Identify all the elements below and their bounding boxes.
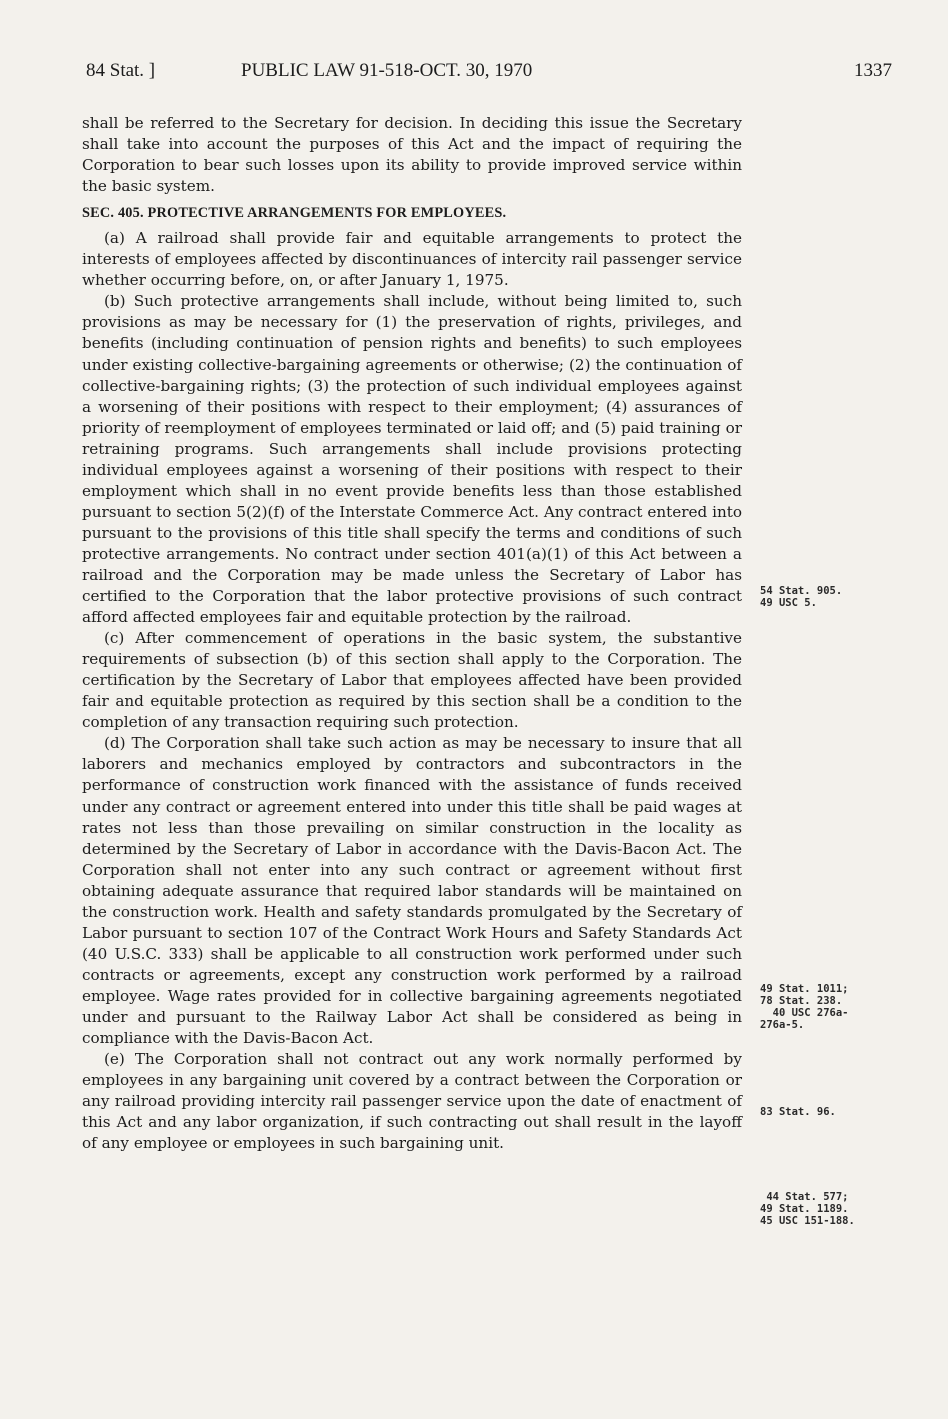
public-law-title: PUBLIC LAW 91-518-OCT. 30, 1970 [241,60,533,81]
subsection-e: (e) The Corporation shall not contract out any work normally performed by employees in any bargaining unit covered by a contract between the Corporation or any railroad providing intercity rail passenger service upon the date of enactment of this Act and any labor organization, if such contracting out shall result in the layoff of any employee or employees in such bargaining unit. [82,1050,742,1153]
margin-note-railway-labor: 44 Stat. 577; 49 Stat. 1189. 45 USC 151-188. [760,1191,855,1227]
subsection-b: (b) Such protective arrangements shall include, without being limited to, such provisions as may be necessary for (1) the preservation of rights, privileges, and benefits (including continuation of pension rights and benefits) to such employees under existing collective-bargaining agreements or otherwise; (2) the continuation of collective-bargaining rights; (3) the protection of such individual employees against a worsening of their positions with respect to their employment; (4) assurances of priority of reemployment of employees terminated or laid off; and (5) paid training or retraining programs. Such arrangements shall include provisions protecting individual employees against a worsening of their positions with respect to their employment which shall in no event provide benefits less than those established pursuant to section 5(2)(f) of the Interstate Commerce Act. Any contract entered into pursuant to the provisions of this title shall specify the terms and conditions of such protective arrangements. No contract under section 401(a)(1) of this Act between a railroad and the Corporation may be made unless the Secretary of Labor has certified to the Corporation that the labor protective provisions of such contract afford affected employees fair and equitable protection by the railroad. [82,292,742,627]
statute-body [82,113,742,1154]
page-number: 1337 [854,60,892,81]
subsection-a: (a) A railroad shall provide fair and equitable arrangements to protect the interests of employees affected by discontinuances of intercity rail passenger service whether occurring before, on, or after January 1, 1975. [82,229,742,290]
margin-note-safety-standards: 83 Stat. 96. [760,1106,836,1118]
stat-reference: 84 Stat. ] [86,60,156,81]
section-heading: SEC. 405. PROTECTIVE ARRANGEMENTS FOR EMPLOYEES. [82,205,507,222]
margin-note-davis-bacon: 49 Stat. 1011; 78 Stat. 238. 40 USC 276a- 276a-5. [760,983,849,1031]
continuation-paragraph: shall be referred to the Secretary for decision. In deciding this issue the Secretary shall take into account the purposes of this Act and the impact of requiring the Corporation to bear such losses upon its ability to provide improved service within the basic system. [82,114,742,196]
subsection-c: (c) After commencement of operations in the basic system, the substantive requirements of subsection (b) of this section shall apply to the Corporation. The certification by the Secretary of Labor that employees affected have been provided fair and equitable protection as required by this section shall be a condition to the completion of any transaction requiring such protection. [82,629,742,732]
margin-note-interstate-commerce: 54 Stat. 905. 49 USC 5. [760,585,843,609]
subsection-d: (d) The Corporation shall take such action as may be necessary to insure that all laborers and mechanics employed by contractors and subcontractors in the performance of construction work financed with the assistance of funds received under any contract or agreement entered into under this title shall be paid wages at rates not less than those prevailing on similar construction in the locality as determined by the Secretary of Labor in accordance with the Davis-Bacon Act. The Corporation shall not enter into any such contract or agreement without first obtaining adequate assurance that required labor standards will be maintained on the construction work. Health and safety standards promulgated by the Secretary of Labor pursuant to section 107 of the Contract Work Hours and Safety Standards Act (40 U.S.C. 333) shall be applicable to all construction work performed under such contracts or agreements, except any construction work performed by a railroad employee. Wage rates provided for in collective bargaining agreements negotiated under and pursuant to the Railway Labor Act shall be considered as being in compliance with the Davis-Bacon Act. [82,734,742,1048]
running-header [86,60,892,90]
